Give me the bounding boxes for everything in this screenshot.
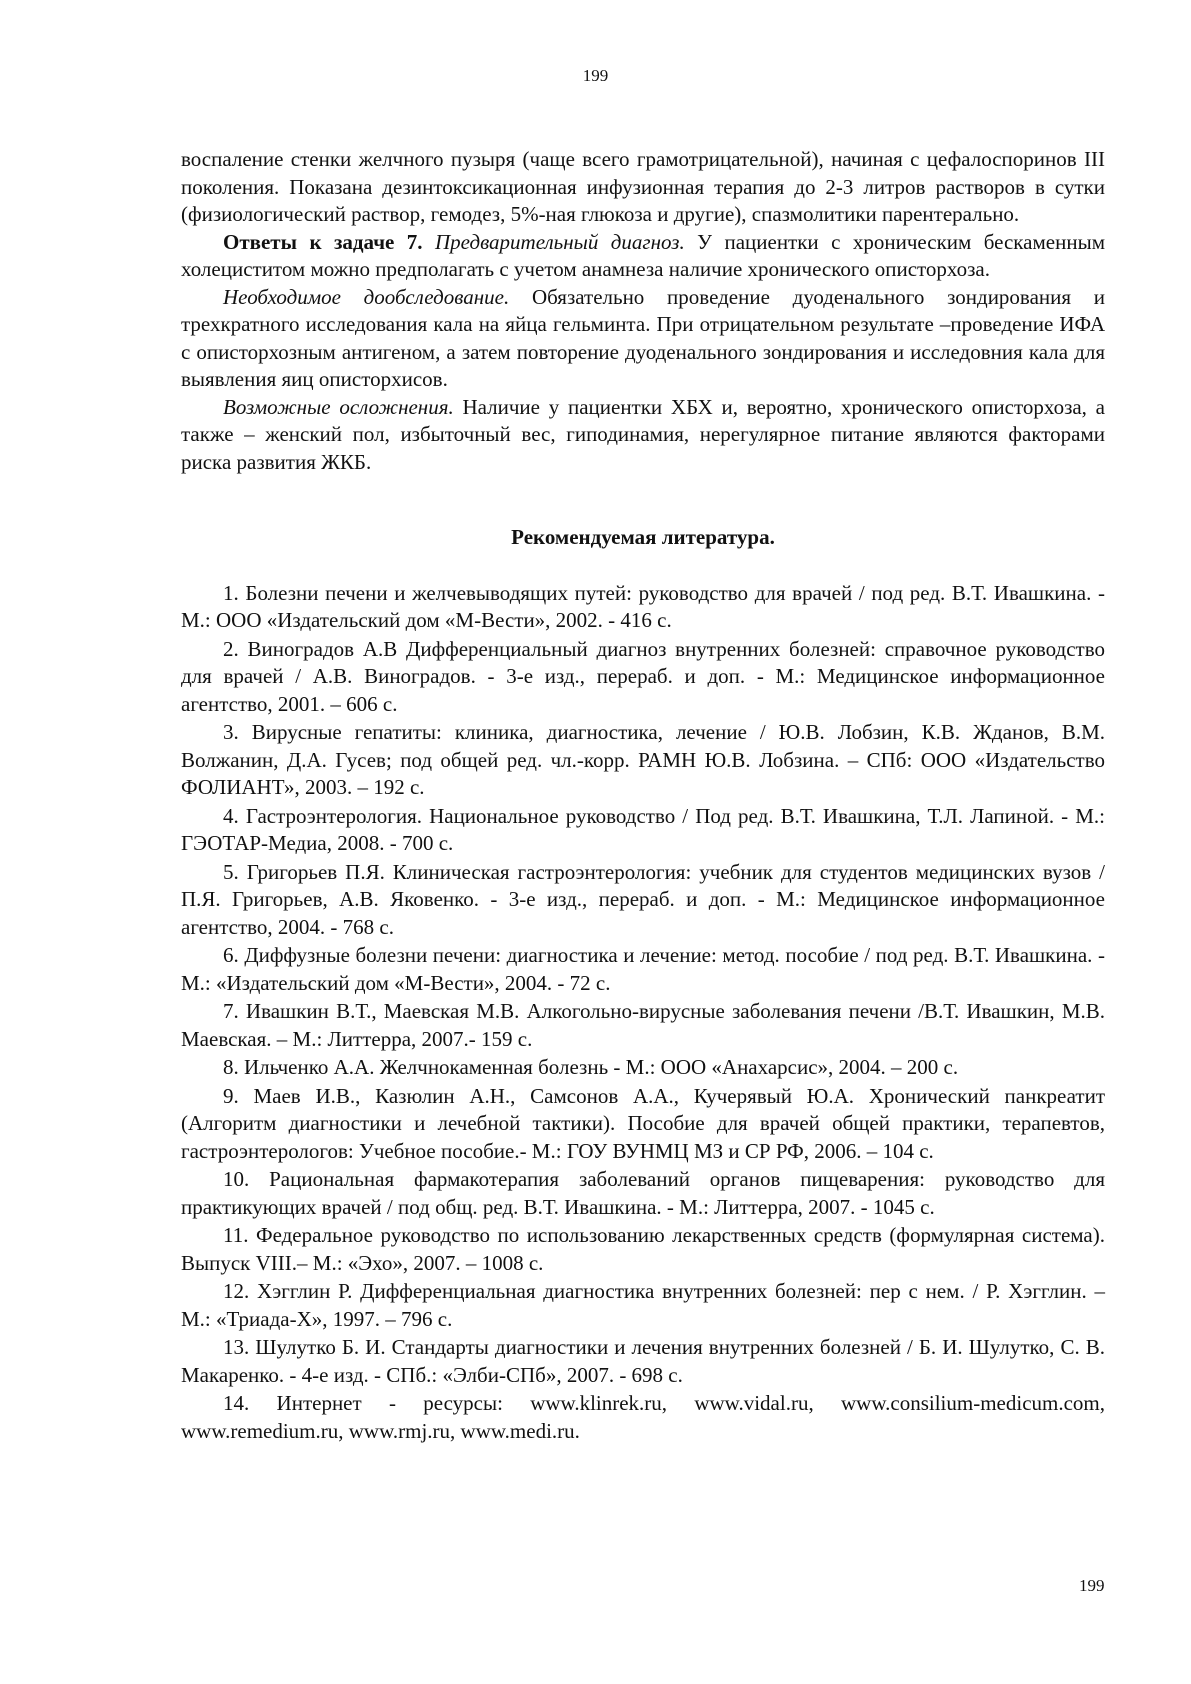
reference-item: 12. Хэгглин Р. Дифференциальная диагностика внутренних болезней: пер с нем. / Р. Хэгглин. – М.: «Триада-Х», 1997. – 796 с. bbox=[181, 1279, 1105, 1331]
preliminary-diagnosis-text: У пациентки с хроническим бескаменным холециститом можно предполагать с учетом анамнеза наличие хронического описторхоза. bbox=[181, 229, 1105, 281]
references-heading: Рекомендуемая литература. bbox=[511, 525, 775, 549]
reference-item: 3. Вирусные гепатиты: клиника, диагностика, лечение / Ю.В. Лобзин, К.В. Жданов, В.М. Волжанин, Д.А. Гусев; под общей ред. чл.-корр. РАМН Ю.В. Лобзина. – СПб: ООО «Издательство ФОЛИАНТ», 2003. – 192 с. bbox=[181, 720, 1105, 799]
page-content bbox=[181, 146, 1105, 1446]
preliminary-diagnosis-label: Предварительный диагноз. bbox=[435, 229, 685, 254]
reference-item: 11. Федеральное руководство по использованию лекарственных средств (формулярная система). Выпуск VIII.– М.: «Эхо», 2007. – 1008 с. bbox=[181, 1223, 1105, 1275]
possible-complications-text: Наличие у пациентки ХБХ и, вероятно, хронического описторхоза, а также – женский пол, избыточный вес, гиподинамия, нерегулярное питание являются факторами риска развития ЖКБ. bbox=[181, 394, 1105, 474]
reference-item: 10. Рациональная фармакотерапия заболеваний органов пищеварения: руководство для практикующих врачей / под общ. ред. В.Т. Ивашкина. - М.: Литтерра, 2007. - 1045 с. bbox=[181, 1167, 1105, 1219]
answers-heading: Ответы к задаче 7. bbox=[223, 229, 423, 254]
references-list bbox=[181, 580, 1105, 1446]
reference-item: 6. Диффузные болезни печени: диагностика и лечение: метод. пособие / под ред. В.Т. Ивашкина. - М.: «Издательский дом «М-Вести», 2004. - 72 с. bbox=[181, 943, 1105, 995]
paragraph-answers-task-7 bbox=[181, 229, 1105, 284]
reference-item: 5. Григорьев П.Я. Клиническая гастроэнтерология: учебник для студентов медицинских вузов / П.Я. Григорьев, А.В. Яковенко. - 3-е изд., перераб. и доп. - М.: Медицинское информационное агентство, 2004. - 768 с. bbox=[181, 859, 1105, 939]
paragraph-additional-examination bbox=[181, 284, 1105, 394]
page-number-bottom: 199 bbox=[1079, 1576, 1105, 1595]
page-number-top: 199 bbox=[582, 66, 609, 85]
reference-item: 4. Гастроэнтерология. Национальное руководство / Под ред. В.Т. Ивашкина, Т.Л. Лапиной. - М.: ГЭОТАР-Медиа, 2008. - 700 с. bbox=[181, 803, 1105, 855]
additional-examination-text: Обязательно проведение дуоденального зондирования и трехкратного исследования кала на яйца гельминта. При отрицательном результате –проведение ИФА с описторхозным антигеном, а затем повторение дуоденального зондирования и исследовния кала для выявления яиц описторхисов. bbox=[181, 284, 1105, 391]
paragraph-treatment: воспаление стенки желчного пузыря (чаще всего грамотрицательной), начиная с цефалоспоринов III поколения. Показана дезинтоксикационная инфузионная терапия до 2-3 литров растворов в сутки (физиологический раствор, гемодез, 5%-ная глюкоза и другие), спазмолитики парентерально. bbox=[181, 147, 1105, 226]
possible-complications-label: Возможные осложнения. bbox=[223, 394, 454, 419]
reference-item: 9. Маев И.В., Казюлин А.Н., Самсонов А.А., Кучерявый Ю.А. Хронический панкреатит (Алгоритм диагностики и лечебной тактики). Пособие для врачей общей практики, терапевтов, гастроэнтерологов: Учебное пособие.- М.: ГОУ ВУНМЦ МЗ и СР РФ, 2006. – 104 с. bbox=[181, 1083, 1105, 1163]
additional-examination-label: Необходимое дообследование. bbox=[223, 284, 510, 309]
paragraph-possible-complications bbox=[181, 394, 1105, 477]
reference-item: 2. Виноградов А.В Дифференциальный диагноз внутренних болезней: справочное руководство для врачей / А.В. Виноградов. - 3-е изд., перераб. и доп. - М.: Медицинское информационное агентство, 2001. – 606 с. bbox=[181, 636, 1105, 716]
reference-item: 7. Ивашкин В.Т., Маевская М.В. Алкогольно-вирусные заболевания печени /В.Т. Ивашкин, М.В. Маевская. – М.: Литтерра, 2007.- 159 с. bbox=[181, 999, 1105, 1051]
reference-item: 14. Интернет - ресурсы: www.klinrek.ru, www.vidal.ru, www.consilium-medicum.com, www.remedium.ru, www.rmj.ru, www.medi.ru. bbox=[181, 1391, 1105, 1443]
reference-item: 13. Шулутко Б. И. Стандарты диагностики и лечения внутренних болезней / Б. И. Шулутко, С. В. Макаренко. - 4-е изд. - СПб.: «Элби-СПб», 2007. - 698 с. bbox=[181, 1335, 1105, 1387]
reference-item: 1. Болезни печени и желчевыводящих путей: руководство для врачей / под ред. В.Т. Ивашкина. - М.: ООО «Издательский дом «М-Вести», 2002. - 416 с. bbox=[181, 580, 1105, 632]
reference-item: 8. Ильченко А.А. Желчнокаменная болезнь - М.: ООО «Анахарсис», 2004. – 200 с. bbox=[223, 1055, 959, 1079]
